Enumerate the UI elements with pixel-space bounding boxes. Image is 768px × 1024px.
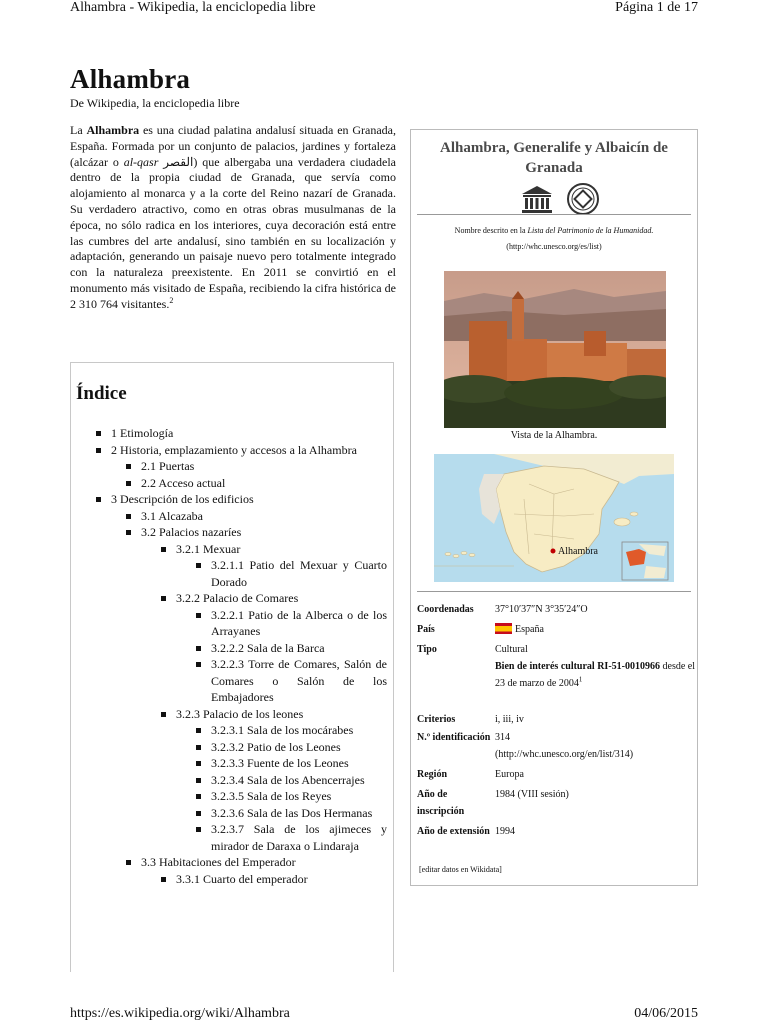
toc-sublist	[106, 557, 387, 590]
infobox-value-text: 314	[495, 732, 510, 743]
intro-italic-term: al-qasr	[123, 154, 159, 169]
reference-1[interactable]: 1	[578, 675, 583, 684]
toc-list	[71, 425, 393, 887]
intro-text-1: La	[70, 123, 87, 137]
toc-item-label[interactable]: 3.2.2.3 Torre de Comares, Salón de Comares o Salón de los Embajadores	[211, 657, 387, 704]
toc-sublist	[106, 458, 387, 491]
infobox	[410, 129, 698, 886]
toc-item[interactable]	[106, 508, 387, 525]
toc-item[interactable]	[71, 442, 393, 492]
toc-item-label[interactable]: 3.2.2.2 Sala de la Barca	[211, 640, 325, 655]
infobox-value-text[interactable]: España	[515, 624, 544, 635]
toc-item-label[interactable]: 3.2.3.3 Fuente de los Leones	[211, 756, 349, 770]
world-heritage-emblem-icon	[568, 184, 598, 214]
infobox-title: Alhambra, Generalife y Albaicín de Granada	[440, 140, 668, 176]
infobox-value-text: Europa	[495, 769, 524, 780]
spain-flag-icon	[495, 623, 512, 634]
infobox-row	[417, 766, 695, 786]
infobox-value-text: 1984 (VIII sesión)	[495, 789, 569, 800]
infobox-value	[495, 711, 695, 728]
infobox-value-text: Cultural	[495, 644, 528, 655]
infobox-key: Criterios	[417, 714, 456, 725]
infobox-key: Tipo	[417, 644, 437, 655]
print-footer-date: 04/06/2015	[634, 1006, 698, 1021]
toc-item-label[interactable]: 3.2.3.7 Sala de los ajimeces y mirador de Daraxa o Lindaraja	[211, 822, 387, 853]
toc-item-label[interactable]: 3 Descripción de los edificios	[111, 492, 254, 506]
toc-item[interactable]	[106, 788, 387, 805]
print-header	[70, 0, 700, 20]
toc-sublist	[106, 607, 387, 706]
intro-text-3: ) que albergaba una verdadera ciudadela dentro de la propia ciudad de Granada, que servía como alojamiento al monarca y a la corte del Reino nazarí de Granada. Su verdadero atractivo, como en otras obras musulmanas de la época, no sólo radica en los interiores, cuya decoración está entre las cumbres del arte andalusí, sino también en su localización y adaptación, generando un paisaje nuevo pero totalmente integrado con la naturaleza preexistente. En 2011 se convirtió en el monumento más visitado de España, recibiendo la cifra histórica de 2 310 764 visitantes.	[70, 154, 396, 311]
toc-item[interactable]	[71, 491, 393, 887]
unesco-logos	[520, 182, 600, 216]
toc-item-label[interactable]: 3.2.3.2 Patio de los Leones	[211, 739, 341, 754]
infobox-row	[417, 641, 695, 711]
infobox-key: País	[417, 624, 435, 635]
heritage-desc-text: Nombre descrito en la	[454, 226, 528, 235]
heritage-description	[415, 223, 693, 255]
infobox-value	[495, 823, 695, 840]
toc-item[interactable]	[71, 425, 393, 442]
toc-item[interactable]	[106, 557, 387, 590]
infobox-key: Coordenadas	[417, 604, 474, 615]
infobox-key: Año de inscripción	[417, 789, 465, 817]
print-footer-url: https://es.wikipedia.org/wiki/Alhambra	[70, 1006, 290, 1021]
toc-item[interactable]	[106, 607, 387, 640]
infobox-value	[495, 641, 695, 692]
toc-item-label[interactable]: 1 Etimología	[111, 426, 174, 440]
toc-item-label[interactable]: 2.2 Acceso actual	[141, 475, 226, 490]
heritage-list-link[interactable]: Lista del Patrimonio de la Humanidad.	[527, 226, 654, 235]
toc-item[interactable]	[106, 772, 387, 789]
toc-item-label[interactable]: 3.2.3.1 Sala de los mocárabes	[211, 723, 354, 737]
toc-item[interactable]	[106, 706, 387, 855]
infobox-value	[495, 729, 695, 763]
toc-item[interactable]	[106, 854, 387, 887]
toc-item[interactable]	[106, 458, 387, 475]
toc-item-label[interactable]: 3.2.2.1 Patio de la Alberca o de los Arrayanes	[211, 607, 387, 638]
toc-item[interactable]	[106, 656, 387, 706]
toc-title: Índice	[76, 383, 127, 404]
toc-item[interactable]	[106, 755, 387, 772]
infobox-row	[417, 786, 695, 823]
infobox-key: Año de extensión	[417, 826, 490, 837]
page-title: Alhambra	[70, 64, 191, 94]
toc-item-label[interactable]: 3.2.3.6 Sala de las Dos Hermanas	[211, 805, 373, 820]
infobox-divider	[417, 214, 691, 215]
whc-link[interactable]: (http://whc.unesco.org/en/list/314)	[495, 749, 634, 760]
toc-item-label[interactable]: 3.2.3.5 Sala de los Reyes	[211, 789, 332, 803]
infobox-value-text: 1994	[495, 826, 515, 837]
toc-item-label[interactable]: 2 Historia, emplazamiento y accesos a la Alhambra	[111, 442, 357, 457]
toc-sublist	[106, 508, 387, 888]
infobox-value	[495, 601, 695, 618]
intro-bold-term[interactable]: Alhambra	[86, 123, 140, 137]
intro-arabic-term: القصر	[163, 154, 194, 169]
toc-item-label[interactable]: 3.2.3 Palacio de los leones	[176, 706, 304, 721]
toc-item-label[interactable]: 3.3.1 Cuarto del emperador	[176, 871, 308, 886]
toc-sublist	[106, 722, 387, 854]
infobox-key: N.º identificación	[417, 732, 491, 743]
page-subtitle: De Wikipedia, la enciclopedia libre	[70, 96, 240, 110]
infobox-value	[495, 621, 695, 638]
infobox-row	[417, 621, 695, 641]
toc-sublist	[106, 541, 387, 855]
infobox-row	[417, 823, 695, 859]
toc-item[interactable]	[106, 541, 387, 591]
map-label-alhambra: Alhambra	[558, 546, 598, 557]
infobox-value-text: 37°10′37″N 3°35′24″O	[495, 604, 588, 615]
print-header-page: Página 1 de 17	[615, 0, 698, 15]
intro-paragraph	[70, 123, 396, 313]
table-of-contents	[70, 362, 394, 972]
toc-item-label[interactable]: 3.3 Habitaciones del Emperador	[141, 855, 296, 869]
toc-item-label[interactable]: 2.1 Puertas	[141, 459, 195, 473]
toc-item-label[interactable]: 3.2.1 Mexuar	[176, 541, 241, 556]
infobox-value	[495, 766, 695, 783]
infobox-row	[417, 729, 695, 766]
toc-item-label[interactable]: 3.1 Alcazaba	[141, 508, 203, 523]
reference-2[interactable]: 2	[169, 295, 174, 305]
infobox-key: Región	[417, 769, 447, 780]
infobox-value	[495, 786, 695, 803]
heritage-url[interactable]: (http://whc.unesco.org/es/list)	[506, 242, 602, 251]
toc-item[interactable]	[106, 475, 387, 492]
infobox-divider-2	[417, 591, 691, 592]
toc-item-label[interactable]: 3.2 Palacios nazaríes	[141, 525, 242, 539]
infobox-row	[417, 711, 695, 729]
bic-date: desde el 23 de marzo de 2004	[495, 661, 695, 689]
toc-item[interactable]	[106, 640, 387, 657]
toc-item-label[interactable]: 3.2.3.4 Sala de los Abencerrajes	[211, 772, 365, 787]
toc-item[interactable]	[106, 590, 387, 706]
toc-item[interactable]	[106, 821, 387, 854]
infobox-row	[417, 601, 695, 621]
toc-item-label[interactable]: 3.2.1.1 Patio del Mexuar y Cuarto Dorado	[211, 558, 387, 589]
alhambra-photo[interactable]	[444, 271, 666, 428]
toc-item[interactable]	[106, 871, 387, 888]
toc-item[interactable]	[106, 524, 387, 854]
location-map[interactable]	[434, 454, 674, 582]
intro-text-2: es una ciudad palatina andalusí situada en Granada, España. Formada por un conjunto de palacios, jardines y fortaleza (alcázar o	[70, 123, 396, 169]
infobox-value-text: i, iii, iv	[495, 714, 524, 725]
print-header-title: Alhambra - Wikipedia, la enciclopedia libre	[70, 0, 316, 15]
photo-caption: Vista de la Alhambra.	[510, 430, 598, 441]
toc-item[interactable]	[106, 739, 387, 756]
toc-sublist	[106, 871, 387, 888]
infobox-table	[417, 601, 695, 859]
toc-item[interactable]	[106, 805, 387, 822]
unesco-temple-icon	[522, 186, 552, 213]
toc-item[interactable]	[106, 722, 387, 739]
edit-wikidata-link[interactable]: [editar datos en Wikidata]	[419, 865, 502, 874]
toc-item-label[interactable]: 3.2.2 Palacio de Comares	[176, 591, 299, 605]
bic-link[interactable]: Bien de interés cultural RI-51-0010966	[495, 661, 660, 672]
